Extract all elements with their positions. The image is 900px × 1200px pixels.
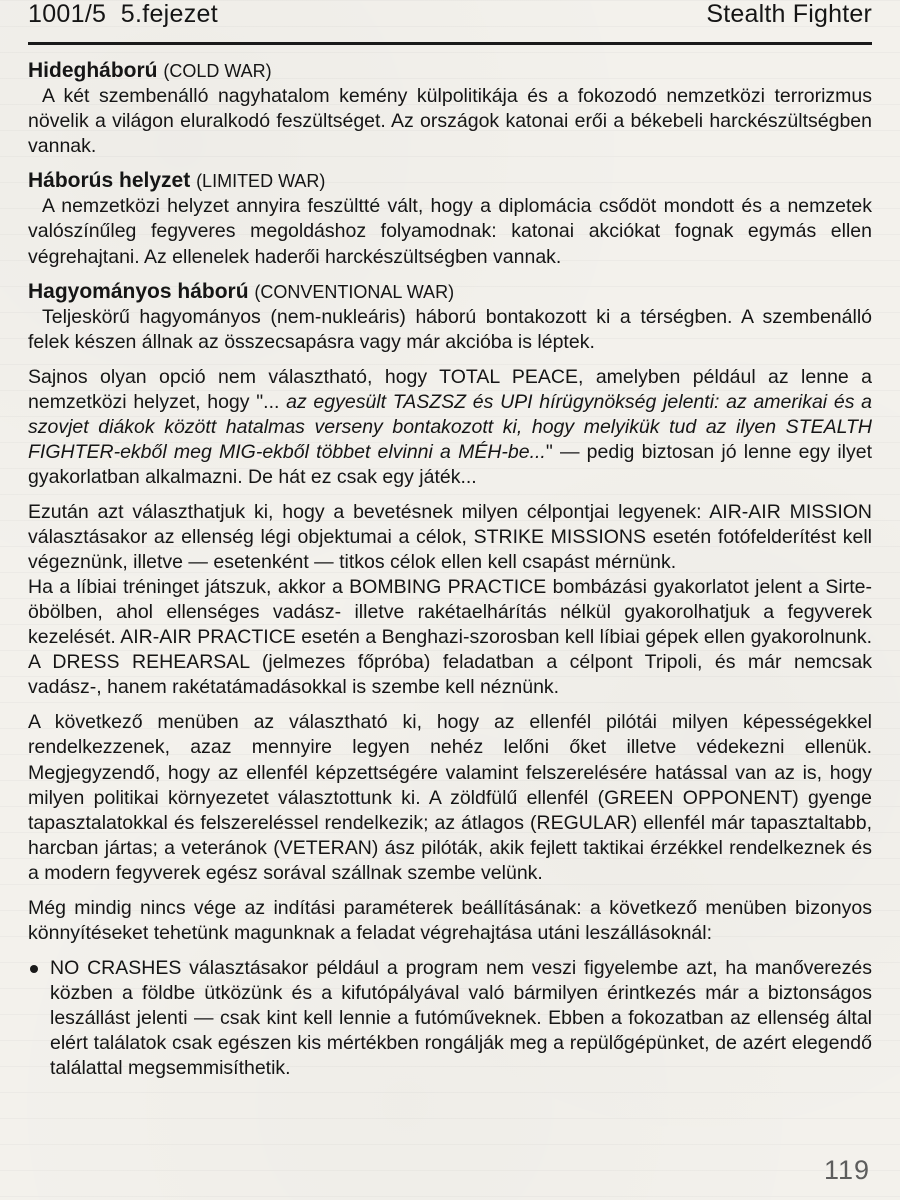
section-heading	[28, 280, 872, 304]
section-limited-war	[28, 169, 872, 269]
running-head-right: Stealth Fighter	[706, 0, 872, 28]
bullet-list	[28, 956, 872, 1081]
section-heading	[28, 169, 872, 193]
section-paragraph: Teljeskörű hagyományos (nem-nukleáris) háború bontakozott ki a térségben. A szembenálló felek készen állnak az összecsapásra vagy már akcióba is léptek.	[28, 305, 872, 353]
total-peace-quote: az egyesült TASZSZ és UPI hírügynökség jelenti: az amerikai és a szovjet diákok között hatalmas verseny bontakozott ki, hogy melyikük tud az ilyen STEALTH FIGHTER-ekből meg MIG-ekből többet elvinni a MÉH-be...	[28, 390, 872, 463]
paragraph-practice: Ha a líbiai tréninget játszuk, akkor a BOMBING PRACTICE bombázási gyakorlatot jelent a Sirte-öbölben, ahol ellenséges vadász- illetve rakétaelhárítás nélkül gyakorolhatjuk a fegyverek kezelését. AIR-AIR PRACTICE esetén a Benghazi-szorosban kell líbiai gépek ellen gyakorolnunk. A DRESS REHEARSAL (jelmezes főpróba) feladatban a célpont Tripoli, és már nemcsak vadász-, hanem rakétatámadásokkal is szembe kell néznünk.	[28, 576, 872, 699]
section-heading	[28, 59, 872, 83]
paragraph-total-peace	[28, 365, 872, 490]
list-item-text: NO CRASHES választásakor például a program nem veszi figyelembe azt, ha manőverezés közben a földbe ütközünk és a kifutópályával való bármilyen érintkezés már a biztonságos leszállást jelenti — csak kint kell lennie a futóműveknek. Ebben a fokozatban az ellenség által elért találatok csak egészen kis mértékben rongálják meg a repülőgépünket, de azért elegendő találattal megsemmisíthetik.	[50, 956, 872, 1080]
paragraph-landing-intro: Még mindig nincs vége az indítási paraméterek beállításának: a következő menüben bizonyos könnyítéseket tehetünk magunknak a feladat végrehajtása utáni leszállásoknál:	[28, 896, 872, 944]
running-head	[28, 0, 872, 45]
section-heading-hu: Hidegháború	[28, 59, 158, 82]
paragraph-missions: Ezután azt választhatjuk ki, hogy a bevetésnek milyen célpontjai legyenek: AIR-AIR MISSION választásakor az ellenség légi objektumai a célok, STRIKE MISSIONS esetén fotófelderítést kell végeznünk, illetve — esetenként — titkos célok ellen kell csapást mérnünk.	[28, 501, 872, 574]
section-heading-hu: Háborús helyzet	[28, 169, 191, 193]
page-number: 119	[823, 1155, 870, 1185]
running-head-left: 1001/5 5.fejezet	[28, 0, 218, 28]
section-heading-en: (CONVENTIONAL WAR)	[254, 281, 455, 302]
paragraph-opponents: A következő menüben az választható ki, hogy az ellenfél pilótái milyen képességekkel rendelkezzenek, azaz mennyire legyen nehéz lelőni őket illetve védekezni ellenük. Megjegyzendő, hogy az ellenfél képzettségére valamint felszerelésére hatással van az is, hogy milyen politikai környezetet választottunk ki. A zöldfülű ellenfél (GREEN OPPONENT) gyenge tapasztalatokkal és felszereléssel rendelkezik; az átlagos (REGULAR) ellenfél már tapasztaltabb, harcban jártas; a veteránok (VETERAN) ász pilóták, akik fejlett taktikai érzékkel rendelkeznek és a modern fegyverek egész sorával szállnak szembe velünk.	[28, 711, 872, 884]
total-peace-pre: Sajnos olyan opció nem választható, hogy TOTAL PEACE, amelyben például az lenne a nemzetközi helyzet, hogy "...	[28, 365, 872, 413]
section-heading-en: (LIMITED WAR)	[196, 171, 326, 192]
section-paragraph: A két szembenálló nagyhatalom kemény külpolitikája és a fokozodó nemzetközi terrorizmus növelik a világon eluralkodó feszültséget. Az országok katonai erői a békebeli harckészültségben vannak.	[28, 85, 872, 158]
list-item	[28, 956, 872, 1081]
section-cold-war	[28, 59, 872, 159]
bullet-dot-icon	[30, 965, 38, 973]
section-heading-hu: Hagyományos háború	[28, 279, 249, 303]
section-paragraph: A nemzetközi helyzet annyira feszültté vált, hogy a diplomácia csődöt mondott és a nemzetek valószínűleg fegyveres megoldáshoz folyamodnak: katonai akciókat fognak egymás ellen végrehajtani. Az ellenelek haderői harckészültségben vannak.	[28, 195, 872, 268]
section-heading-en: (COLD WAR)	[163, 61, 272, 81]
section-conventional-war	[28, 280, 872, 355]
total-peace-post: " — pedig biztosan jó lenne egy ilyet gyakorlatban alkalmazni. De hát ez csak egy játék...	[28, 440, 872, 488]
